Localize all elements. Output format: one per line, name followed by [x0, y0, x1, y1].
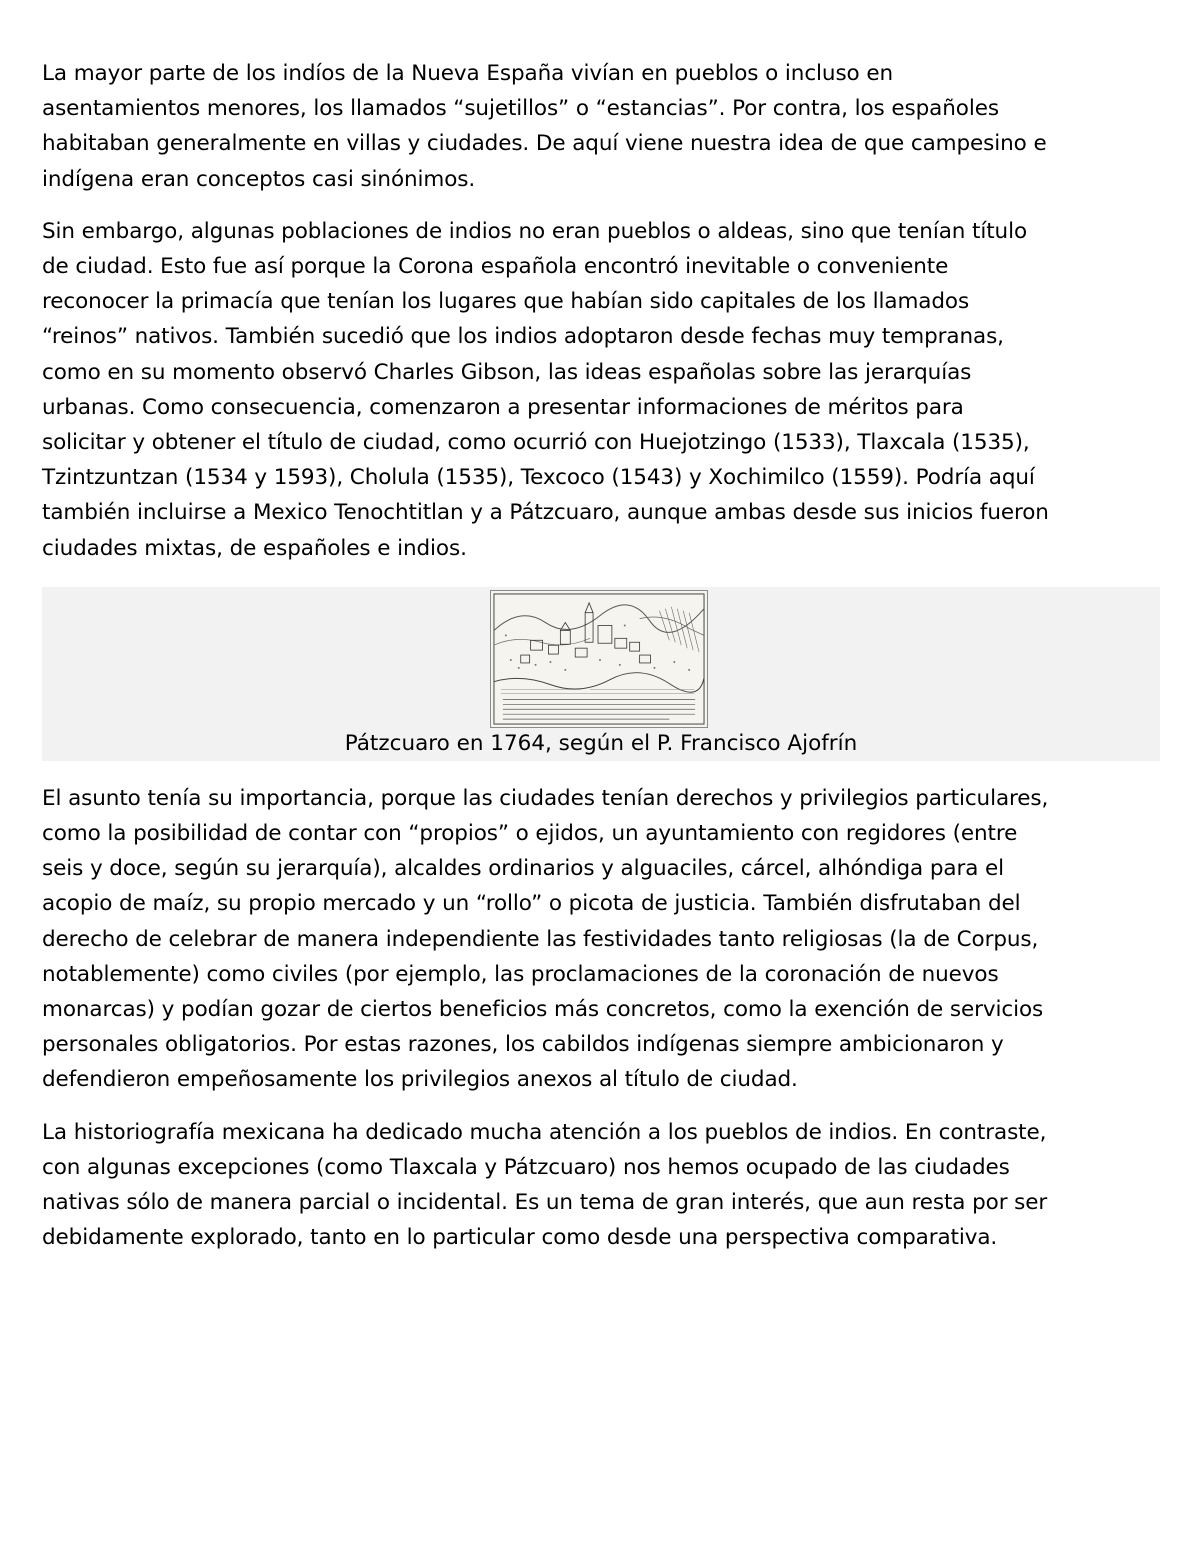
paragraph-4: La historiografía mexicana ha dedicado mucha atención a los pueblos de indios. En contraste, con algunas excepciones (como Tlaxcala y Pátzcuaro) nos hemos ocupado de las ciudades nativas sólo de manera parcial o incidental. Es un tema de gran interés, que aun resta por ser debidamente explorado, tanto en lo particular como desde una perspectiva comparativa. — [42, 1119, 1048, 1251]
paragraph-3: El asunto tenía su importancia, porque las ciudades tenían derechos y privilegios particulares, como la posibilidad de contar con “propios” o ejidos, un ayuntamiento con regidores (entre seis y doce, según su jerarquía), alcaldes ordinarios y alguaciles, cárcel, alhóndiga para el acopio de maíz, su propio mercado y un “rollo” o picota de justicia. También disfrutaban del derecho de celebrar de manera independiente las festividades tanto religiosas (la de Corpus, notablemente) como civiles (por ejemplo, las proclamaciones de la coronación de nuevos monarcas) y podían gozar de ciertos beneficios más concretos, como la exención de servicios personales obligatorios. Por estas razones, los cabildos indígenas siempre ambicionaron y defendieron empeñosamente los privilegios anexos al título de ciudad. — [42, 785, 1049, 1093]
patzcuaro-engraving-image — [490, 590, 708, 728]
document-body — [42, 56, 1160, 1255]
paragraph-1: La mayor parte de los indíos de la Nueva España vivían en pueblos o incluso en asentamientos menores, los llamados “sujetillos” o “estancias”. Por contra, los españoles habitaban generalmente en villas y ciudades. De aquí viene nuestra idea de que campesino e indígena eran conceptos casi sinónimos. — [42, 61, 1047, 192]
figure-caption: Pátzcuaro en 1764, según el P. Francisco Ajofrín — [344, 730, 858, 756]
paragraph-2: Sin embargo, algunas poblaciones de indios no eran pueblos o aldeas, sino que tenían título de ciudad. Esto fue así porque la Corona española encontró inevitable o conveniente reconocer la primacía que tenían los lugares que habían sido capitales de los llamados “reinos” nativos. También sucedió que los indios adoptaron desde fechas muy tempranas, como en su momento observó Charles Gibson, las ideas españolas sobre las jerarquías urbanas. Como consecuencia, comenzaron a presentar informaciones de méritos para solicitar y obtener el título de ciudad, como ocurrió con Huejotzingo (1533), Tlaxcala (1535), Tzintzuntzan (1534 y 1593), Cholula (1535), Texcoco (1543) y Xochimilco (1559). Podría aquí también incluirse a Mexico Tenochtitlan y a Pátzcuaro, aunque ambas desde sus inicios fueron ciudades mixtas, de españoles e indios. — [42, 218, 1049, 561]
figure — [42, 587, 1160, 761]
